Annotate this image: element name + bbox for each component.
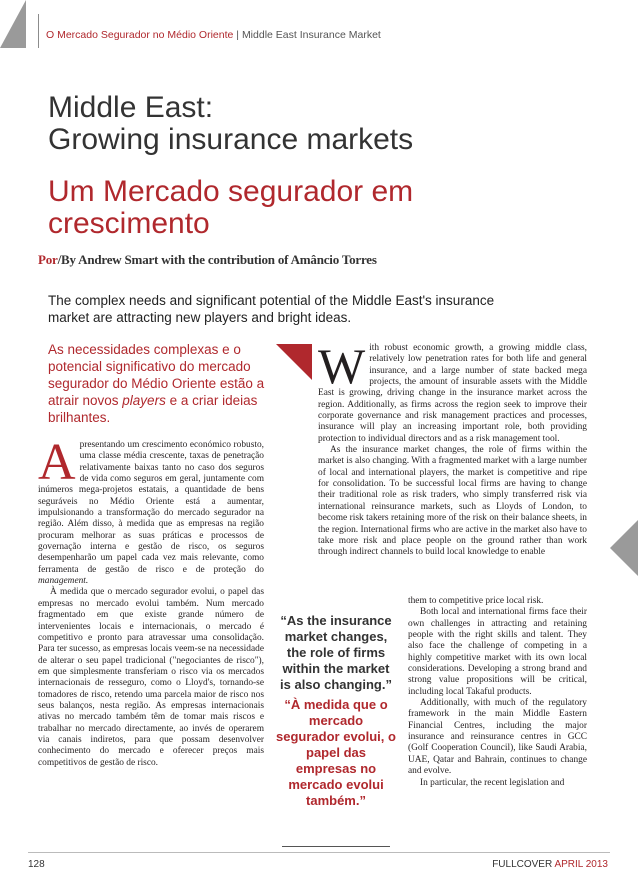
page-number: 128 bbox=[28, 859, 45, 870]
body-en-paragraph-5: In particular, the recent legislation and bbox=[420, 777, 565, 788]
page-title-pt bbox=[48, 176, 413, 240]
dropcap-en: W bbox=[318, 338, 366, 394]
body-en-paragraph-4: Additionally, with much of the regulatory framework in the main Middle Eastern Financial Centres, including the major insurance and reinsurance centres in GCC (Golf Cooperation Council), like Saudi Arabia, UAE, Qatar and Bahrain, continues to change and evolve. bbox=[408, 698, 587, 777]
body-pt-p1: presentando um crescimento económico robusto, uma classe média crescente, taxas de penetração relativamente baixas tanto no caso dos seguros de vida como seguros em geral, juntamente com inúmeros mega-projetos estatais, a quantidade de bens seguráveis no Médio Oriente está a aumentar, impulsionando a transformação do mercado segurador na região. Além disso, à medida que as empresas na região procuram melhorar as suas práticas e processos de governação interna e gestão de risco, os seguros desempenharão um papel cada vez mais relevante, como ferramenta de gestão de risco e de proteção do bbox=[38, 440, 264, 575]
title-en-line2: Growing insurance markets bbox=[48, 123, 414, 156]
standfirst-en: The complex needs and significant potential of the Middle East's insurance market are attracting new players and bright ideas. bbox=[48, 293, 495, 325]
title-en-line1: Middle East: bbox=[48, 91, 214, 124]
body-column-en bbox=[318, 338, 587, 559]
pull-quote-en: “As the insurance market changes, the role of firms within the market is also changing.” bbox=[280, 613, 392, 692]
header-rule bbox=[38, 14, 39, 48]
grey-triangle-marker bbox=[610, 520, 638, 576]
section-en: Middle East Insurance Market bbox=[241, 29, 381, 41]
dropcap-pt: A bbox=[38, 434, 76, 491]
title-pt-line2: crescimento bbox=[48, 207, 210, 240]
section-pt: O Mercado Segurador no Médio Oriente bbox=[46, 29, 234, 41]
corner-tab-cut bbox=[0, 0, 26, 48]
title-pt-line1: Um Mercado segurador em bbox=[48, 175, 414, 208]
pull-quote-pt: “À medida que o mercado segurador evolui, o papel das empresas no mercado evolui também.” bbox=[276, 697, 396, 808]
body-en-p1: ith robust economic growth, a growing middle class, relatively low penetration rates for both life and general insurance, and a large number of state backed mega projects, the amount of insurable assets with the Middle East is growing, driving change in the insurance market across the region. Additionally, as firms across the region seek to improve their corporate governance and risk management practices and processes, insurance will play an increasing important role, both providing protection to individual directors and as a risk management tool. bbox=[318, 343, 587, 444]
red-triangle-marker bbox=[276, 344, 312, 380]
byline bbox=[38, 252, 377, 268]
body-en-p2-cont: them to competitive price local risk. bbox=[408, 596, 544, 606]
standfirst-pt bbox=[48, 341, 270, 426]
body-en-paragraph-2: As the insurance market changes, the role of firms within the market is also changing. With a fragmented market with a large number of local and international players, the market is competitive and ripe for consolidation. To be successful local firms are having to change their traditional role as risk traders, who simply transferred risk via international reinsurance markets, such as Lloyds of London, to become risk takers retaining more of the risk on their balance sheets, in the region. International firms who are active in the market also have to take more risk and place people on the ground rather than work through indirect channels to build local knowledge to enable bbox=[318, 445, 587, 558]
pull-quote-rule bbox=[282, 846, 390, 847]
header-separator: | bbox=[236, 29, 240, 41]
body-pt-paragraph-1 bbox=[38, 434, 264, 587]
footer-rule bbox=[28, 852, 610, 853]
running-header bbox=[46, 29, 381, 41]
byline-rest: /By Andrew Smart with the contribution of Amâncio Torres bbox=[57, 252, 377, 267]
magazine-name: FULLCOVER bbox=[492, 859, 553, 870]
standfirst-pt-main: As necessidades complexas e o potencial significativo do mercado segurador do Médio Oriente estão a atrair novos bbox=[48, 342, 265, 408]
body-column-en-continued bbox=[408, 596, 587, 789]
footer-magazine bbox=[492, 859, 608, 870]
byline-pt: Por bbox=[38, 252, 58, 267]
body-en-paragraph-3: Both local and international firms face their own challenges in attracting and retaining people with the right skills and talent. They also face the challenge of competing in a highly competitive market with its own local considerations. Developing a strong brand and strong value propositions will be critical, including local Takaful products. bbox=[408, 607, 587, 697]
body-pt-paragraph-2: À medida que o mercado segurador evolui, o papel das empresas no mercado evolui também. Num mercado fragmentado em que existe grande número de intervenientes locais e internacionais, o mercado é competitivo e pronto para atravessar uma consolidação. Para ter sucesso, as empresas locais veem-se na necessidade de alterar o seu papel tradicional ("negociantes de risco"), em que simplesmente transferiam o risco via os mercados internacionais de resseguro, como o Lloyd's, tornando-se tomadores de risco, retendo uma parcela maior de risco nos seus balanços, nesta região. As empresas internacionais ativas no mercado também têm de tomar mais riscos e trabalhar no mercado directamente, ao invés de operarem via canais indiretos, para que possam desenvolver conhecimento do mercado e oferecer preços mais competitivos de gestão de risco. bbox=[38, 587, 264, 768]
page-title-en bbox=[48, 92, 413, 156]
standfirst-pt-em: players bbox=[122, 393, 166, 408]
standfirst-pt-end: e a criar ideias brilhantes. bbox=[48, 393, 258, 425]
pull-quote bbox=[276, 613, 396, 809]
body-en-paragraph-1 bbox=[318, 338, 587, 445]
body-pt-p1-em: management. bbox=[38, 576, 89, 587]
magazine-issue: APRIL 2013 bbox=[554, 859, 608, 870]
body-column-pt bbox=[38, 434, 264, 769]
